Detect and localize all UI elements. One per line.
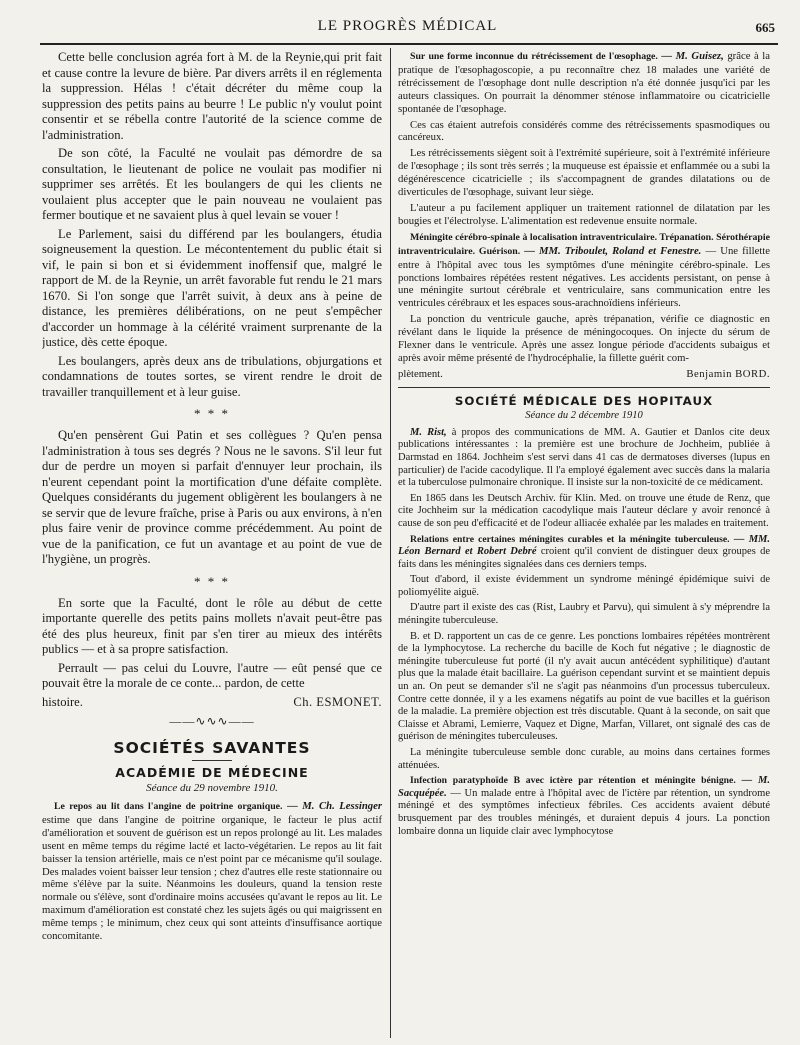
paragraph: L'auteur a pu facilement appliquer un traitement rationnel de dilatation par les bougies et l'électrolyse. L'alimentation est redevenue ensuite normale. xyxy=(398,201,770,227)
article-text: à propos des communications de MM. A. Gautier et Danlos cite deux publications intéressantes : la première est une brochure de Jochheim, publiée à Darmstad en 1864. Jochheim s'est servi dans 41 cas de dermatoses diverses (lupus en particulier) de l'acide cacodylique. Il l'a employé également avec succès dans la malaria et la tuberculose pulmonaire chronique. Il insiste sur la non-toxicité de ce médicament. xyxy=(398,426,770,489)
subsection-title: ACADÉMIE DE MÉDECINE xyxy=(115,765,309,780)
paragraph: En 1865 dans les Deutsch Archiv. für Klin. Med. on trouve une étude de Renz, que cite Jochheim sur la médication cacodylique mais l'auteur déclare y avoir renoncé à cause de son peu d'efficacité et de l'odeur alliacée exhalée par les malades en traitement. xyxy=(398,492,770,529)
article-paragraph xyxy=(398,534,770,572)
last-word: histoire. xyxy=(42,694,83,709)
right-column xyxy=(398,50,770,1040)
column-separator xyxy=(390,48,391,1038)
page-number: 665 xyxy=(755,20,775,35)
section-stars: * * * xyxy=(194,573,230,589)
article-author: M. Rist, xyxy=(410,426,447,438)
author-signature: Ch. ESMONET. xyxy=(293,694,382,709)
article-author: — MM. Léon Bernard et Robert Debré xyxy=(398,533,770,558)
article-text: grâce à la pratique de l'œsophagoscopie, a pu reconnaître chez 18 malades une variété de rétrécissement de l'œsophage dont nulle description n'a été donnée jusqu'ici par les auteurs classiques. On pourrait la dénommer sténose inflammatoire ou cicatricielle spontanée de l'œsophage. xyxy=(398,50,770,115)
paragraph: La méningite tuberculeuse semble donc curable, au moins dans certaines formes atténuées. xyxy=(398,747,770,771)
article-paragraph xyxy=(42,800,382,943)
paragraph: Cette belle conclusion agréa fort à M. de la Reynie,qui prit fait et cause contre la levure de bière. Par divers arrêts il en réglementa la suppression. Hélas ! c'était décréter du même coup la suppression des petits pains au beurre ! Le public n'y voulut point consentir et se rébella contre l'autorité de la science comme de l'administration. xyxy=(42,50,382,142)
article-title: Sur une forme inconnue du rétrécissement de l'œsophage. xyxy=(410,51,658,62)
paragraph: La ponction du ventricule gauche, après trépanation, vérifie ce diagnostic en révélant dans le liquide la présence de méningocoques. On injecte du sérum de Flexner dans le ventricule. Après une assez longue période d'accidents subaigus et après avoir même présenté de l'hydrocéphalie, la fillette guérit com- xyxy=(398,313,770,364)
paragraph: Qu'en pensèrent Gui Patin et ses collègues ? Qu'en pensa l'administration à tous ses degrés ? Nous ne le savons. S'il leur fut dur de perdre un moyen si parfait d'ennuyer leur prochain, ils n'eurent cependant point la mortification d'une défaite complète. Quelques considérants du jugement obligèrent les boulangers à ne se servir que de levure fraîche, prise à Paris ou aux environs, à n'en plus faire venir de province comme précédemment. Au point de vue de la panification, ce fut un avantage et au point de vue de l'hygiène, un progrès. xyxy=(42,428,382,566)
journal-title: LE PROGRÈS MÉDICAL xyxy=(317,18,498,34)
article-title: Infection paratyphoïde B avec ictère par rétention et méningite bénigne. xyxy=(410,775,736,787)
signature-row xyxy=(398,368,770,381)
paragraph: D'autre part il existe des cas (Rist, Laubry et Parvu), qui simulent à s'y méprendre la méningite tuberculeuse. xyxy=(398,602,770,627)
short-divider xyxy=(192,760,232,761)
article-paragraph xyxy=(398,775,770,838)
paragraph: B. et D. rapportent un cas de ce genre. Les ponctions lombaires répétées montrèrent de la lymphocytose. La recherche du bacille de Koch fut négative ; le diagnostic de méningite tuberculeuse fut porté (il n'y avait aucun antécédent syphilitique) d'autant plus que la malade était bacillaire. La guérison cependant survint et se maintient depuis un an. On peut se demander s'il ne s'agit pas néanmoins d'un processus tuberculeux. Contre cette donnée, il y a les examens négatifs au point de vue bacilles et la guérison de la maladie. La première objection est très discutable. Quant à la seconde, on sait que Claisse et Abrami, Lemierre, Vaquez et Digne, Marfan, Villaret, ont signalé des cas de guérison de méningites tuberculeuses. xyxy=(398,630,770,743)
article-text: estime que dans l'angine de poitrine organique, le facteur le plus actif d'amélioration et souvent de guérison est un repos prolongé au lit. Les malades usent en même temps du régime lacté et lacto-végétarien. Le repos au lit fait baisser la tension artérielle, mais ce n'est point par ce mécanisme qu'il soulage. Des malades voient baisser leur tension ; chez d'autres elle reste stationnaire ou même s'élève par la suite. Néanmoins les douleurs, quand la tension reste normale ou s'élève, sont d'ordinaire moins accusées qu'avant le repos au lit. Le maximum d'amélioration est constaté chez les sujets âgés ou qui maigrissent en même temps ; le minimum, chez ceux qui sont atteints d'insuffisance aortique concomitante. xyxy=(42,813,382,943)
author-signature: Benjamin BORD. xyxy=(686,367,770,380)
article-text: croient qu'il convient de distinguer deux groupes de faits dans les méningites signalées dans ces derniers temps. xyxy=(398,546,770,570)
header-rule xyxy=(40,43,778,45)
article-author: — M. Sacquépée. xyxy=(398,775,770,799)
paragraph: Perrault — pas celui du Louvre, l'autre — eût pensé que ce pouvait être la morale de ce conte... pardon, de cette xyxy=(42,660,382,690)
article-text: — Une fillette entre à l'hôpital avec tous les symptômes d'une méningite cérébro-spinale. Les ponctions lombaires répétées restent négatives. Les accidents persistant, on pense à une méningite surtout cérébrale et ventriculaire, sans communication entre les ventricules cérébraux et les espaces sous-arachnoïdiens inférieurs. xyxy=(398,244,770,310)
section-title: SOCIÉTÉS SAVANTES xyxy=(113,739,311,757)
section-stars: * * * xyxy=(194,406,230,421)
section-rule xyxy=(398,387,770,388)
article-title: Méningite cérébro-spinale à localisation intraventriculaire. Trépanation. Sérothérapie intraventriculaire. Guérison. xyxy=(398,231,770,257)
article-block xyxy=(42,800,382,943)
article-title: Le repos au lit dans l'angine de poitrine organique. xyxy=(54,801,283,812)
article-author: — MM. Triboulet, Roland et Fenestre. xyxy=(524,244,702,257)
article-paragraph xyxy=(398,50,770,116)
page-header xyxy=(40,18,775,42)
session-date: Séance du 29 novembre 1910. xyxy=(146,782,278,794)
article-author: — M. Guisez, xyxy=(661,50,724,62)
article-title: Relations entre certaines méningites curables et la méningite tuberculeuse. xyxy=(410,533,730,545)
signature-row xyxy=(42,695,382,711)
paragraph: En sorte que la Faculté, dont le rôle au début de cette importante querelle des petits pains mollets n'avait peut-être pas été des plus heureux, finit par s'en tirer au mieux des intérêts publics — et à sa propre satisfaction. xyxy=(42,595,382,656)
section-title: SOCIÉTÉ MÉDICALE DES HOPITAUX xyxy=(454,393,714,408)
left-column xyxy=(42,50,382,1040)
paragraph: Ces cas étaient autrefois considérés comme des rétrécissements spasmodiques ou cancéreux. xyxy=(398,118,770,144)
paragraph: De son côté, la Faculté ne voulait pas démordre de sa consultation, le lieutenant de police ne voulait pas modifier ni supprimer ses arrêtés. Et les boulangers de qui les clients ne voulaient plus accepter que le pain nouveau ne voulaient pas fermer boutique et ne savaient plus à quel levain se vouer ! xyxy=(42,146,382,222)
article-text: — Un malade entre à l'hôpital avec de l'ictère par rétention, un syndrome méningé et des symptômes infectieux fébriles. Ces accidents avaient débuté brusquement par des troubles méningés, et duraient depuis 4 jours. La ponction lombaire donna un liquide clair avec lymphocytose xyxy=(398,787,770,837)
last-word: plètement. xyxy=(398,367,443,380)
paragraph: Les rétrécissements siègent soit à l'extrémité supérieure, soit à l'extrémité inférieure de l'œsophage ; ils sont très serrés ; la muqueuse est épaissie et enflammée ou a subi la dégénérescence cicatricielle ; ils s'accompagnent de grandes dilatations ou de diverticules de l'œsophage, suivant leur siège. xyxy=(398,147,770,199)
ornament-divider: ——∿∿∿—— xyxy=(169,714,255,728)
paragraph: Les boulangers, après deux ans de tribulations, objurgations et condamnations de toutes sortes, se virent rendre le droit de travailler tranquillement et à leur guise. xyxy=(42,353,382,399)
article-paragraph xyxy=(398,231,770,310)
paragraph: Le Parlement, saisi du différend par les boulangers, étudia soigneusement la question. Le mécontentement du public était si vif, le pain si bon et si évidemment inoffensif que, malgré le rapport de M. de la Reynie, un arrêt favorable fut rendu le 21 mars 1670. Si l'on songe que l'arrêt suivit, à deux ans à peine de distance, les premières délibérations, on ne peut s'empêcher d'accorder un hommage à la célérité vraiment surprenante de la justice, dès cette époque. xyxy=(42,226,382,349)
article-paragraph xyxy=(398,427,770,490)
article-author: — M. Ch. Lessinger xyxy=(287,800,382,812)
paragraph: Tout d'abord, il existe évidemment un syndrome méningé épidémique suivi de poliomyélite aiguë. xyxy=(398,574,770,598)
session-date: Séance du 2 décembre 1910 xyxy=(525,409,643,421)
